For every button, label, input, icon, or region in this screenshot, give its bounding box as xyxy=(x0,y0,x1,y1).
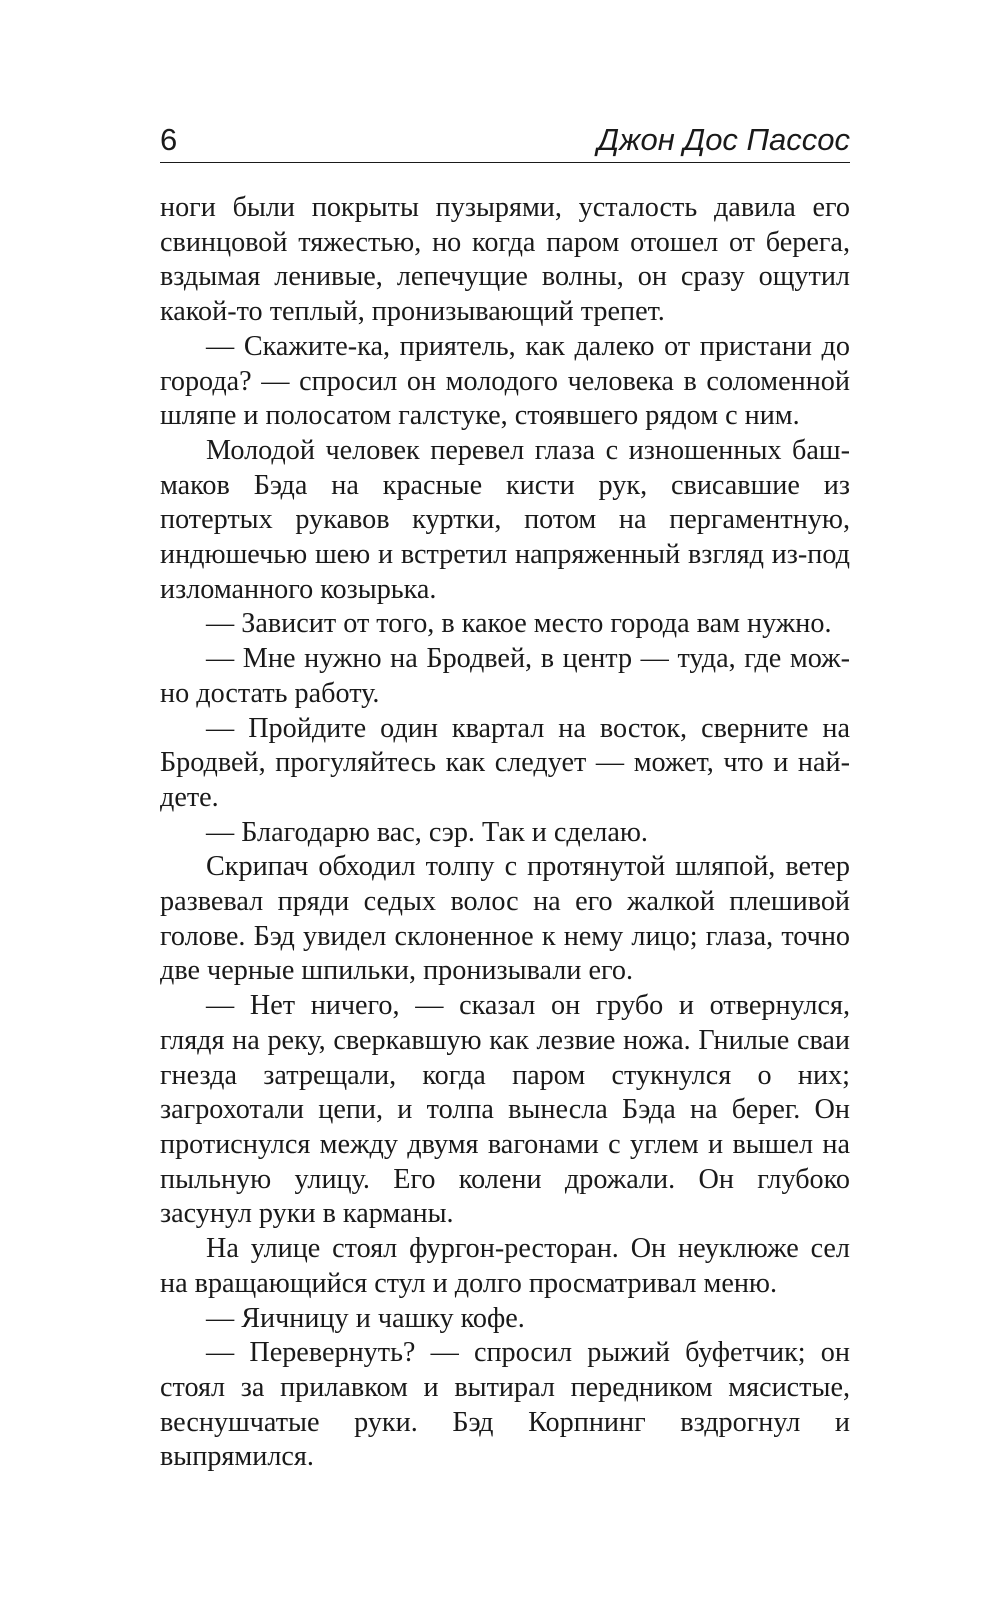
body-text xyxy=(160,191,850,1475)
paragraph: — Благодарю вас, сэр. Так и сделаю. xyxy=(206,816,648,848)
paragraph: Скрипач обходил толпу с протянутой шляпой, ветер развевал пряди седых волос на его жалкой плешивой голове. Бэд увидел склоненное к нему лицо; глаза, точно две черные шпильки, пронизывали его. xyxy=(160,851,850,987)
page-number: 6 xyxy=(160,122,178,157)
paragraph: — Яичницу и чашку кофе. xyxy=(206,1302,525,1334)
running-header xyxy=(160,118,850,163)
paragraph: — Мне нужно на Бродвей, в центр — туда, где можно достать работу. xyxy=(160,643,850,709)
paragraph: Молодой человек перевел глаза с изношенных башмаков Бэда на красные кисти рук, свисавшие из потертых рукавов куртки, потом на пергаментную, индюшечью шею и встретил напряженный взгляд из-под изломанного козырька. xyxy=(160,434,850,605)
paragraph: ноги были покрыты пузырями, усталость давила его свинцовой тяжестью, но когда паром отошел от берега, вздымая ленивые, лепечущие волны, он сразу ощутил какой-то теплый, пронизывающий трепет. xyxy=(160,192,850,328)
paragraph: — Перевернуть? — спросил рыжий буфетчик; он стоял за прилавком и вытирал передником мясистые, веснушчатые руки. Бэд Корпнинг вздрогнул и выпрямился. xyxy=(160,1337,850,1473)
paragraph: — Пройдите один квартал на восток, сверните на Бродвей, прогуляйтесь как следует — может, что и найдете. xyxy=(160,712,850,813)
paragraph: — Скажите-ка, приятель, как далеко от пристани до города? — спросил он молодого человека в соломенной шляпе и полосатом галстуке, стоявшего рядом с ним. xyxy=(160,330,850,432)
book-page xyxy=(160,118,850,1475)
paragraph: — Зависит от того, в какое место города вам нужно. xyxy=(206,608,832,640)
book-author: Джон Дос Пассос xyxy=(597,122,850,157)
paragraph: На улице стоял фургон-ресторан. Он неуклюже сел на вращающийся стул и долго просматривал меню. xyxy=(160,1233,850,1299)
paragraph: — Нет ничего, — сказал он грубо и отвернулся, глядя на реку, сверкавшую как лезвие ножа. Гнилые сваи гнезда затрещали, когда паром стукнулся о них; загрохотали цепи, и толпа вынесла Бэда на берег. Он протиснулся между двумя вагонами с углем и вышел на пыльную улицу. Его колени дрожали. Он глубоко засунул руки в карманы. xyxy=(160,990,850,1230)
